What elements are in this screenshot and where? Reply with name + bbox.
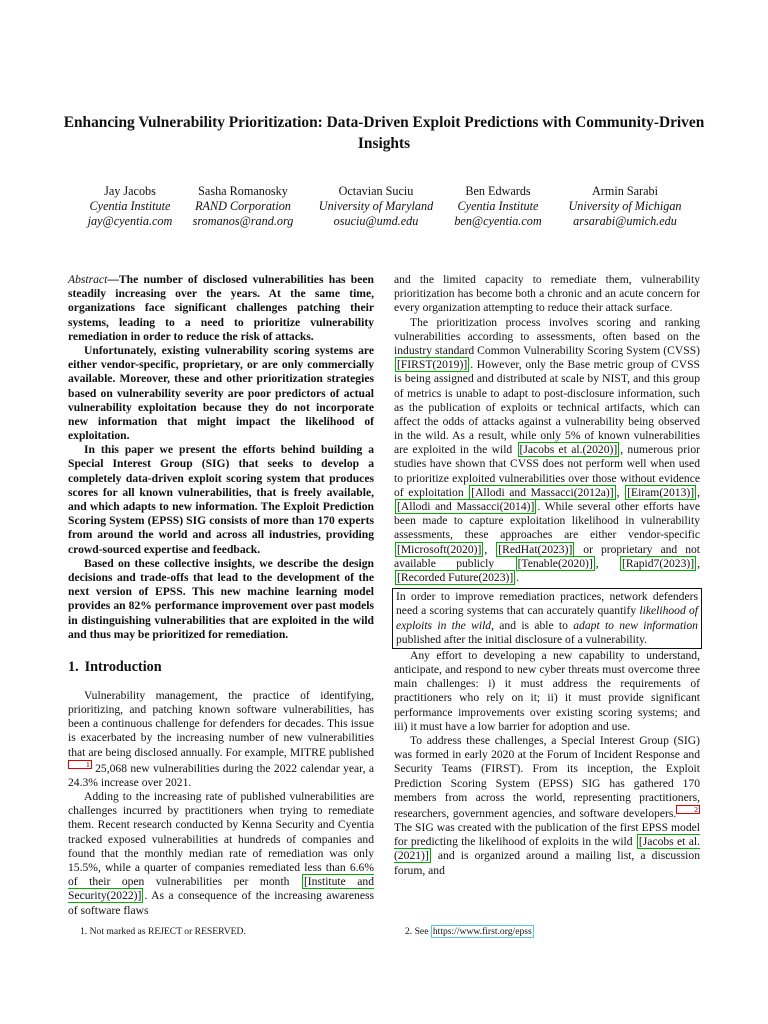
abstract-paragraph: Based on these collective insights, we describe the design decisions and trade-offs that lead to the development of the next version of EPSS. This new machine learning model provides an 82% performance improvement over past models in distinguishing vulnerabilities that are exploited in the wild and thus may be prioritized for remediation.	[68, 556, 374, 641]
author-email: sromanos@rand.org	[192, 214, 294, 228]
left-column	[68, 273, 374, 918]
body-paragraph: To address these challenges, a Special Interest Group (SIG) was formed in early 2020 at the Forum of Incident Response and Security Teams (FIRST). From its inception, the Exploit Prediction Scoring System (EPSS) SIG has gathered 170 members from across the world, representing practitioners, researchers, government agencies, and software developers. 2 The SIG was created with the publication of the first EPSS model for predicting the likelihood of exploits in the wild [Jacobs et al.(2021)] and is organized around a mailing list, a discussion forum, and	[394, 734, 701, 877]
author-name: Armin Sarabi	[591, 184, 658, 198]
citation-link[interactable]: [FIRST(2019)]	[397, 358, 468, 372]
body-paragraph: and the limited capacity to remediate them, vulnerability prioritization has become both a chronic and an acute concern for every organization attempting to reduce their attack surface.	[394, 273, 700, 315]
author-name: Sasha Romanosky	[198, 184, 288, 198]
abstract-paragraph: Unfortunately, existing vulnerability scoring systems are either vendor-specific, proprietary, or are only commercially available. Moreover, these and other prioritization strategies based on vulnerability severity are poor predictors of actual vulnerability exploitation because they do not incorporate new information that might impact the likelihood of exploitation.	[68, 343, 374, 443]
author-affiliation: University of Michigan	[568, 199, 682, 213]
citation-link[interactable]: [Microsoft(2020)]	[397, 542, 482, 556]
right-column	[394, 273, 700, 878]
author-name: Jay Jacobs	[104, 184, 156, 198]
citation-link[interactable]: [Recorded Future(2023)]	[397, 570, 514, 584]
author-block	[70, 184, 190, 229]
footnote-url-link[interactable]: https://www.first.org/epss	[432, 926, 532, 937]
citation-link[interactable]: [Jacobs et al.(2020)]	[519, 443, 618, 457]
author-affiliation: Cyentia Institute	[457, 199, 539, 213]
author-block	[560, 184, 690, 229]
footnote: 1. Not marked as REJECT or RESERVED.	[80, 926, 246, 937]
author-affiliation: University of Maryland	[318, 199, 434, 213]
author-block	[306, 184, 446, 229]
citation-link[interactable]: [Allodi and Massacci(2014)]	[397, 500, 535, 513]
author-email: arsarabi@umich.edu	[573, 214, 677, 228]
body-paragraph: Vulnerability management, the practice of identifying, prioritizing, and patching known software vulnerabilities, has been a continuous challenge for defenders for decades. This issue is exacerbated by the increasing number of new vulnerabilities that are being disclosed annually. For example, MITRE published1 25,068 new vulnerabilities during the 2022 calendar year, a 24.3% increase over 2021.	[68, 688, 374, 789]
paper-title: Enhancing Vulnerability Prioritization: Data-Driven Exploit Predictions with Community-Driven Insights	[63, 114, 705, 152]
footnote-link[interactable]: 1	[68, 760, 92, 769]
abstract	[68, 273, 374, 642]
author-affiliation: Cyentia Institute	[89, 199, 171, 213]
body-paragraph: Any effort to developing a new capability to understand, anticipate, and respond to new cyber threats must overcome three main challenges: i) it must address the requirements of practitioners who rely on it; ii) it must provide significant performance improvements over existing scoring systems; and iii) it must have a low barrier for adoption and use.	[394, 648, 700, 733]
author-email: osuciu@umd.edu	[333, 214, 419, 228]
citation-link[interactable]: [RedHat(2023)]	[498, 542, 573, 556]
body-paragraph: Adding to the increasing rate of published vulnerabilities are challenges incurred by practitioners when trying to remediate them. Recent research conducted by Kenna Security and Cyentia tracked exposed vulnerabilities at hundreds of companies and found that the monthly median rate of remediation was only 15.5%, while a quarter of companies remediated less than 6.6% of their open vulnerabilities per month [Institute and Security(2022)] . As a consequence of the increasing awareness of software flaws	[68, 790, 374, 917]
citation-link[interactable]: [Jacobs et al.(2021)]	[394, 835, 701, 863]
citation-link[interactable]: [Tenable(2020)]	[517, 556, 593, 570]
abstract-paragraph: In this paper we present the efforts behind building a Special Interest Group (SIG) that seeks to develop a completely data-driven exploit scoring system that produces scores for all known vulnerabilities, that is freely available, and which adapts to new information. The Exploit Prediction Scoring System (EPSS) SIG consists of more than 170 experts from around the world and across all industries, providing crowd-sourced expertise and feedback.	[68, 443, 374, 556]
abstract-label: Abstract	[68, 273, 108, 286]
footnote-link[interactable]: 2	[676, 805, 700, 814]
citation-link[interactable]: [Allodi and Massacci(2012a)]	[471, 485, 614, 499]
author-block	[183, 184, 303, 229]
citation-link[interactable]: [Rapid7(2023)]	[621, 556, 695, 570]
section-heading: 1. Introduction	[68, 658, 162, 675]
author-affiliation: RAND Corporation	[195, 199, 291, 213]
body-paragraph: The prioritization process involves scoring and ranking vulnerabilities according to assessments, often based on the industry standard Common Vulnerability Scoring System (CVSS) [FIRST(2019)] . However, only the Base metric group of CVSS is being assigned and distributed at scale by NIST, and this group of metrics is unable to adapt to post-disclosure information, such as the publication of exploits or technical artifacts, which can affect the odds of attacks against a vulnerability being observed in the wild. As a result, while only 5% of known vulnerabilities are exploited in the wild [Jacobs et al.(2020)] , numerous prior studies have shown that CVSS does not perform well when used to prioritize exploited vulnerabilities over those without evidence of exploitation [Allodi and Massacci(2012a)] , [Eiram(2013)] , [Allodi and Massacci(2014)] . While several other efforts have been made to capture exploitation likelihood in vulnerability assessments, these approaches are either vendor-specific [Microsoft(2020)] , [RedHat(2023)] or proprietary and not available publicly [Tenable(2020)] , [Rapid7(2023)] , [Recorded Future(2023)] .	[394, 315, 701, 584]
citation-link[interactable]: [Eiram(2013)]	[627, 485, 695, 499]
footnote: 2. See https://www.first.org/epss	[405, 926, 532, 937]
author-email: jay@cyentia.com	[87, 214, 173, 228]
author-email: ben@cyentia.com	[454, 214, 542, 228]
author-name: Ben Edwards	[465, 184, 531, 198]
abstract-paragraph: Abstract—The number of disclosed vulnerabilities has been steadily increasing over the years. At the same time, organizations face significant challenges patching their systems, leading to a need to prioritize vulnerability remediation in order to reduce the risk of attacks.	[68, 273, 374, 343]
highlight-box: In order to improve remediation practices, network defenders need a scoring systems that can accurately quantify likelihood of exploits in the wild, and is able to adapt to new information published after the initial disclosure of a vulnerability.	[392, 588, 702, 649]
author-name: Octavian Suciu	[338, 184, 414, 198]
author-block	[438, 184, 558, 229]
citation-link[interactable]: [Institute and Security(2022)]	[68, 875, 374, 903]
